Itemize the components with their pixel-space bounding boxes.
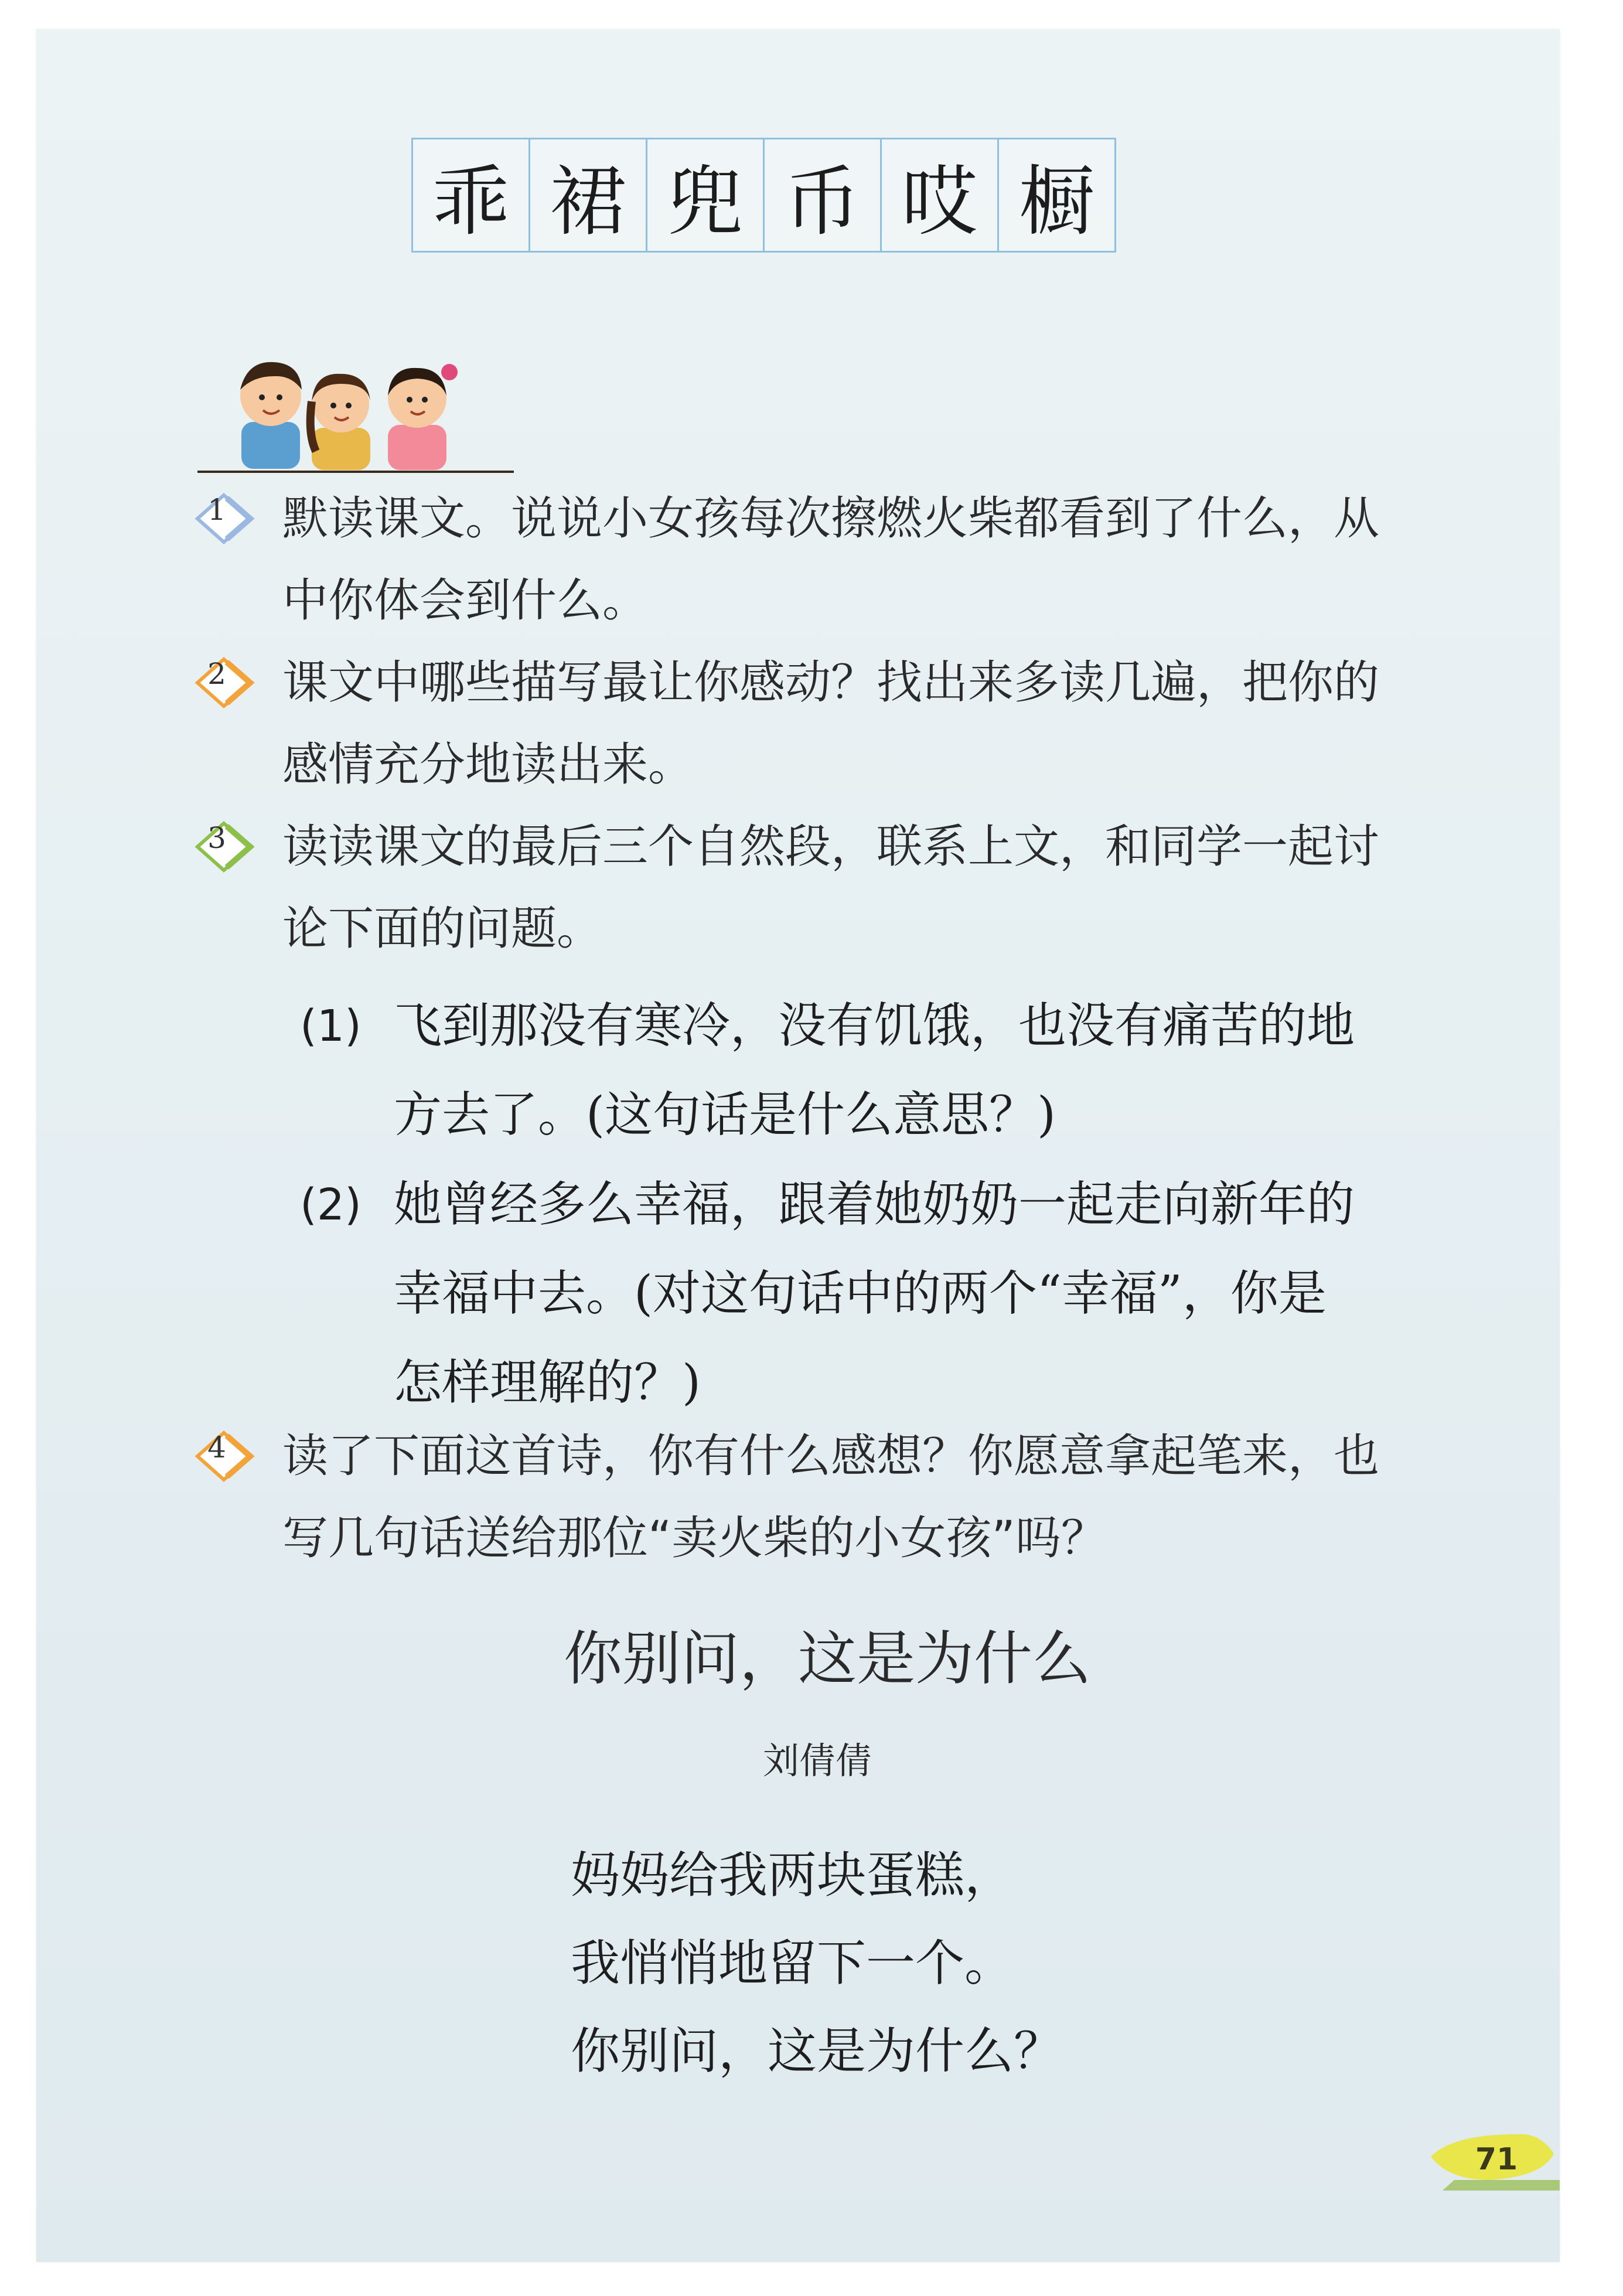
- sub-question-label: (2): [300, 1180, 362, 1230]
- exercise-text: 读了下面这首诗，你有什么感想？你愿意拿起笔来，也: [282, 1430, 1380, 1483]
- exercise-number: 2: [207, 657, 226, 691]
- textbook-page: [36, 29, 1560, 2262]
- children-illustration: [192, 340, 520, 492]
- exercise-text: 中你体会到什么。: [282, 574, 649, 627]
- poem-line: 妈妈给我两块蛋糕，: [571, 1847, 1014, 1904]
- sub-question-label: (1): [300, 1001, 362, 1051]
- exercise-number: 3: [207, 821, 226, 855]
- sub-question-text: 飞到那没有寒冷，没有饥饿，也没有痛苦的地: [394, 998, 1355, 1054]
- exercise-text: 写几句话送给那位“卖火柴的小女孩”吗？: [282, 1512, 1107, 1565]
- character-box: 裙: [529, 139, 646, 251]
- exercise-number: 1: [207, 493, 226, 527]
- new-characters-row: [411, 138, 1116, 253]
- character-box: 兜: [646, 139, 763, 251]
- exercise-number: 4: [207, 1430, 226, 1464]
- character-box: 哎: [880, 139, 997, 251]
- sub-question-text: 幸福中去。(对这句话中的两个“幸福”，你是: [394, 1266, 1327, 1321]
- character-box: 币: [763, 139, 880, 251]
- poem-line: 你别问，这是为什么？: [571, 2022, 1063, 2080]
- exercise-text: 读读课文的最后三个自然段，联系上文，和同学一起讨: [282, 820, 1380, 873]
- character-box: 橱: [997, 139, 1114, 251]
- exercise-text: 论下面的问题。: [282, 902, 603, 955]
- sub-question-text: 怎样理解的？): [394, 1355, 701, 1411]
- sub-question-text: 方去了。(这句话是什么意思？): [394, 1087, 1056, 1143]
- character-box: 乖: [432, 156, 509, 246]
- poem-author: 刘倩倩: [763, 1739, 872, 1782]
- exercise-text: 默读课文。说说小女孩每次擦燃火柴都看到了什么，从: [282, 492, 1380, 545]
- poem-title: 你别问，这是为什么: [564, 1624, 1091, 1693]
- poem-body: [571, 1831, 1063, 2095]
- poem-line: 我悄悄地留下一个。: [571, 1934, 1014, 1992]
- exercise-text: 课文中哪些描写最让你感动？找出来多读几遍，把你的: [282, 656, 1380, 709]
- sub-question-text: 她曾经多么幸福，跟着她奶奶一起走向新年的: [394, 1177, 1355, 1232]
- exercise-text: 感情充分地读出来。: [282, 738, 694, 791]
- page-number: 71: [1475, 2142, 1518, 2177]
